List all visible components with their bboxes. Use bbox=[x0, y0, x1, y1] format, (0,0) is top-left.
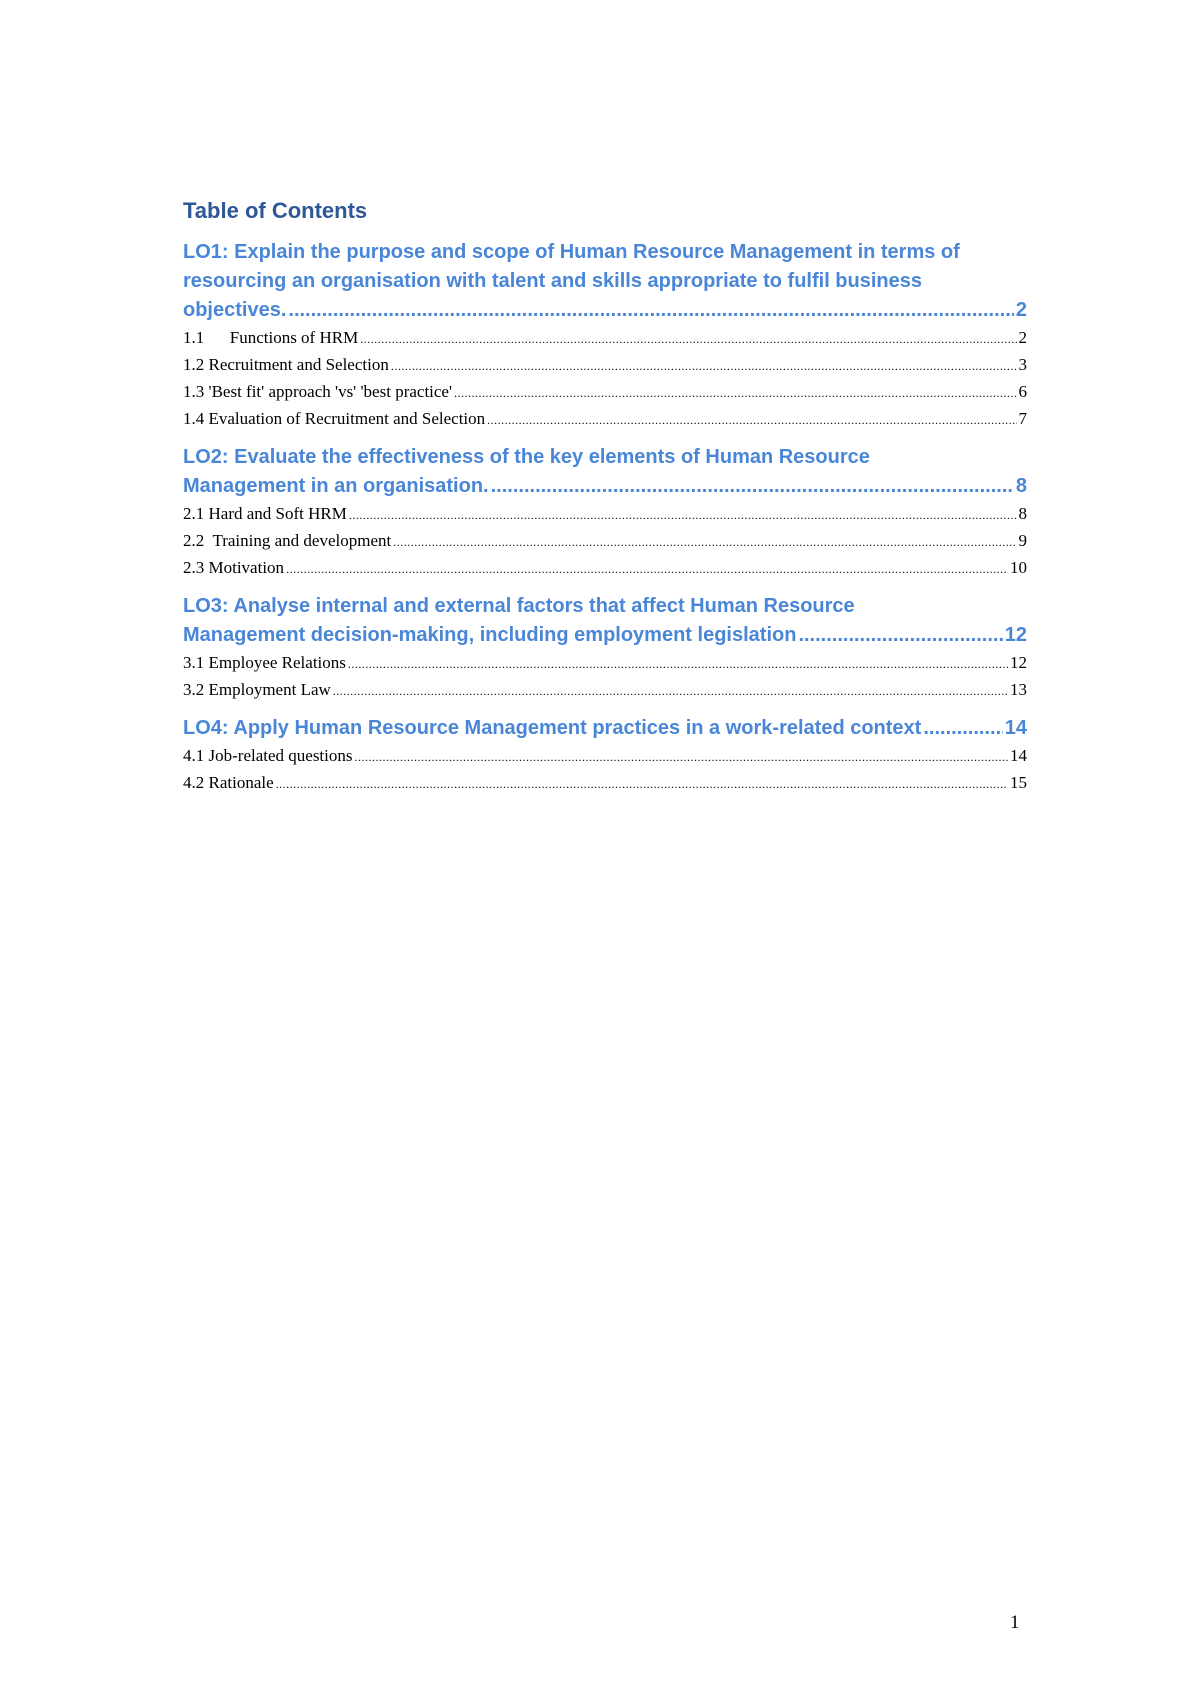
toc-entry-label: 2.3 Motivation bbox=[183, 558, 285, 577]
toc-entry-link[interactable] bbox=[183, 501, 1027, 528]
toc-entry-page: 2 bbox=[1018, 328, 1027, 347]
toc-section bbox=[183, 443, 1027, 582]
toc-heading-line: LO3: Analyse internal and external factors that affect Human Resource bbox=[183, 595, 855, 617]
toc-entry-label: 1.2 Recruitment and Selection bbox=[183, 355, 389, 374]
toc-heading-text: Management in an organisation. bbox=[183, 475, 489, 497]
toc-entry-page: 6 bbox=[1018, 382, 1027, 401]
dot-leader bbox=[355, 744, 1009, 770]
dot-leader bbox=[360, 326, 1016, 352]
dot-leader bbox=[348, 651, 1008, 677]
toc-entry-label: 3.2 Employment Law bbox=[183, 680, 331, 699]
toc-title: Table of Contents bbox=[183, 198, 368, 223]
toc-section bbox=[183, 238, 1027, 433]
toc-heading-link[interactable] bbox=[183, 443, 1027, 501]
toc-entry-label: 2.1 Hard and Soft HRM bbox=[183, 504, 347, 523]
toc-entry-page: 3 bbox=[1018, 355, 1027, 374]
toc-heading-line: resourcing an organisation with talent and skills appropriate to fulfil business bbox=[183, 270, 923, 292]
toc-entry-page: 10 bbox=[1010, 558, 1027, 577]
dot-leader bbox=[288, 296, 1013, 325]
toc-heading-page: 2 bbox=[1015, 299, 1027, 321]
toc-heading-link[interactable] bbox=[183, 592, 1027, 650]
toc-entry-page: 13 bbox=[1010, 680, 1027, 699]
toc-entry-label: 1.4 Evaluation of Recruitment and Selection bbox=[183, 409, 486, 428]
toc-entry-link[interactable] bbox=[183, 555, 1027, 582]
toc-entry-link[interactable] bbox=[183, 677, 1027, 704]
toc-heading-line: LO1: Explain the purpose and scope of Human Resource Management in terms of bbox=[183, 241, 960, 263]
toc-entry-link[interactable] bbox=[183, 352, 1027, 379]
toc-heading-page: 8 bbox=[1015, 475, 1027, 497]
dot-leader bbox=[491, 472, 1014, 501]
toc-heading-page: 14 bbox=[1004, 717, 1027, 739]
toc-entry-label: 1.1 Functions of HRM bbox=[183, 328, 359, 347]
toc-section bbox=[183, 714, 1027, 797]
dot-leader bbox=[349, 502, 1017, 528]
toc-entry-link[interactable] bbox=[183, 379, 1027, 406]
toc-heading-text: Management decision-making, including employment legislation bbox=[183, 624, 797, 646]
toc-heading-text: objectives. bbox=[183, 299, 287, 321]
toc-entry-link[interactable] bbox=[183, 406, 1027, 433]
dot-leader bbox=[276, 771, 1008, 797]
dot-leader bbox=[798, 621, 1002, 650]
toc-entry-link[interactable] bbox=[183, 528, 1027, 555]
toc-heading-link[interactable] bbox=[183, 238, 1027, 325]
toc-sections bbox=[183, 238, 1027, 797]
toc-heading-text: LO4: Apply Human Resource Management practices in a work-related context bbox=[183, 717, 922, 739]
toc-entry-label: 4.1 Job-related questions bbox=[183, 746, 353, 765]
toc-entry-link[interactable] bbox=[183, 325, 1027, 352]
toc-heading-line: LO2: Evaluate the effectiveness of the key elements of Human Resource bbox=[183, 446, 870, 468]
toc-entry-link[interactable] bbox=[183, 770, 1027, 797]
dot-leader bbox=[923, 714, 1002, 743]
dot-leader bbox=[391, 353, 1017, 379]
table-of-contents bbox=[183, 196, 1027, 797]
toc-entry-label: 4.2 Rationale bbox=[183, 773, 274, 792]
toc-entry-link[interactable] bbox=[183, 650, 1027, 677]
dot-leader bbox=[454, 380, 1016, 406]
page-number: 1 bbox=[1010, 1612, 1020, 1633]
toc-entry-page: 15 bbox=[1010, 773, 1027, 792]
toc-entry-label: 1.3 'Best fit' approach 'vs' 'best practice' bbox=[183, 382, 453, 401]
toc-entry-page: 8 bbox=[1018, 504, 1027, 523]
toc-entry-page: 9 bbox=[1018, 531, 1027, 550]
toc-entry-page: 14 bbox=[1010, 746, 1027, 765]
dot-leader bbox=[286, 556, 1008, 582]
toc-section bbox=[183, 592, 1027, 704]
toc-entry-link[interactable] bbox=[183, 743, 1027, 770]
dot-leader bbox=[487, 407, 1016, 433]
toc-entry-page: 12 bbox=[1010, 653, 1027, 672]
toc-entry-label: 2.2 Training and development bbox=[183, 531, 392, 550]
toc-heading-page: 12 bbox=[1004, 624, 1027, 646]
toc-heading-link[interactable] bbox=[183, 714, 1027, 743]
toc-entry-page: 7 bbox=[1018, 409, 1027, 428]
dot-leader bbox=[333, 678, 1008, 704]
dot-leader bbox=[393, 529, 1016, 555]
toc-entry-label: 3.1 Employee Relations bbox=[183, 653, 346, 672]
